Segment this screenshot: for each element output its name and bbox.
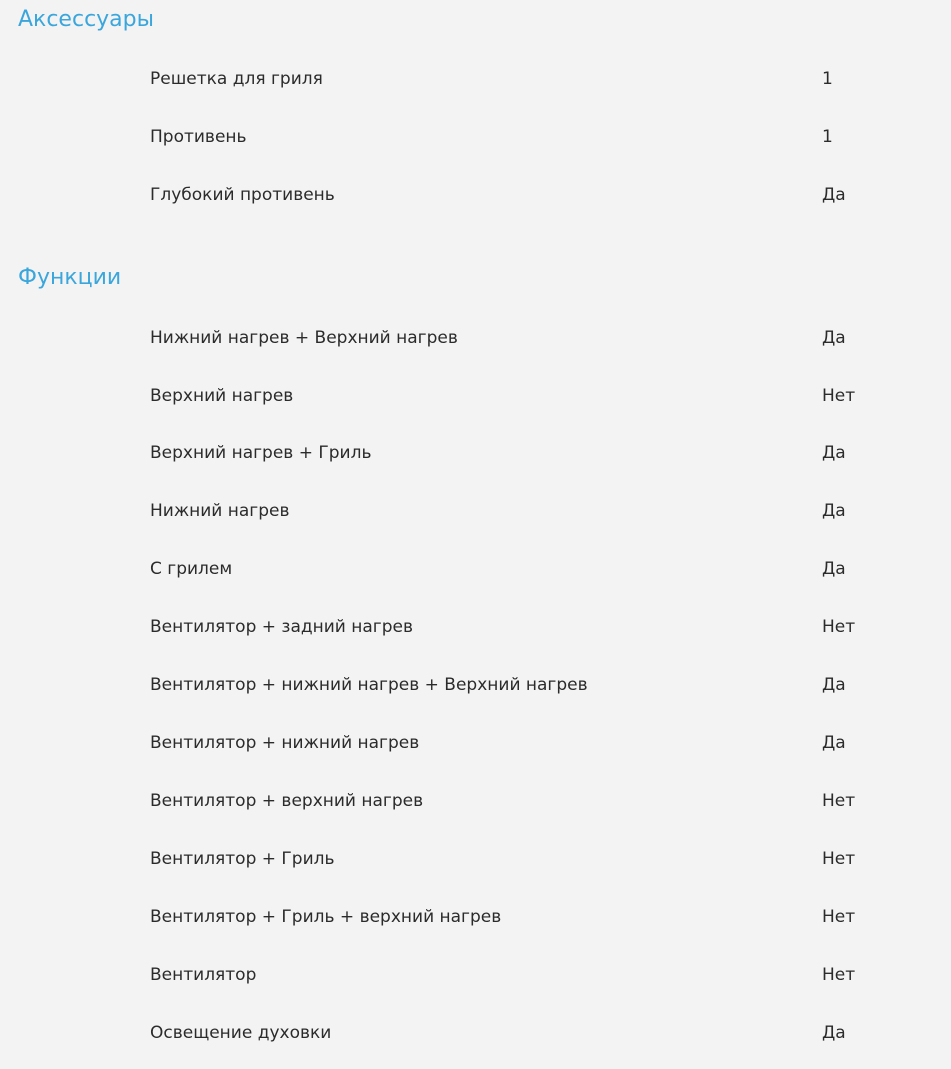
spec-value: Да bbox=[822, 328, 846, 348]
spec-value: Нет bbox=[822, 386, 856, 406]
spec-value: 1 bbox=[822, 69, 833, 89]
spec-label: Вентилятор + верхний нагрев bbox=[150, 791, 424, 811]
spec-value: Да bbox=[822, 185, 846, 205]
spec-row bbox=[0, 909, 951, 939]
spec-row bbox=[0, 619, 951, 649]
spec-row bbox=[0, 129, 951, 159]
spec-label: Вентилятор + задний нагрев bbox=[150, 617, 413, 637]
spec-value: Нет bbox=[822, 849, 856, 869]
spec-row bbox=[0, 71, 951, 101]
spec-row bbox=[0, 330, 951, 360]
spec-value: Да bbox=[822, 559, 846, 579]
spec-row bbox=[0, 445, 951, 475]
spec-value: Да bbox=[822, 443, 846, 463]
spec-label: Верхний нагрев bbox=[150, 386, 294, 406]
spec-row bbox=[0, 1025, 951, 1055]
spec-row bbox=[0, 388, 951, 418]
spec-row bbox=[0, 677, 951, 707]
spec-label: Вентилятор + нижний нагрев bbox=[150, 733, 420, 753]
spec-label: Глубокий противень bbox=[150, 185, 335, 205]
spec-row bbox=[0, 503, 951, 533]
spec-row bbox=[0, 735, 951, 765]
spec-label: Решетка для гриля bbox=[150, 69, 323, 89]
spec-value: Да bbox=[822, 675, 846, 695]
spec-label: Верхний нагрев + Гриль bbox=[150, 443, 372, 463]
spec-label: Вентилятор bbox=[150, 965, 257, 985]
functions-title: Функции bbox=[18, 265, 122, 290]
spec-value: Нет bbox=[822, 791, 856, 811]
spec-label: Вентилятор + Гриль + верхний нагрев bbox=[150, 907, 502, 927]
spec-label: Освещение духовки bbox=[150, 1023, 332, 1043]
spec-value: 1 bbox=[822, 127, 833, 147]
spec-value: Нет bbox=[822, 617, 856, 637]
spec-value: Да bbox=[822, 1023, 846, 1043]
spec-row bbox=[0, 851, 951, 881]
spec-label: Вентилятор + нижний нагрев + Верхний нагрев bbox=[150, 675, 588, 695]
spec-row bbox=[0, 967, 951, 997]
spec-row bbox=[0, 561, 951, 591]
spec-label: Нижний нагрев bbox=[150, 501, 290, 521]
spec-value: Да bbox=[822, 733, 846, 753]
accessories-title: Аксессуары bbox=[18, 7, 154, 32]
spec-label: С грилем bbox=[150, 559, 233, 579]
spec-value: Да bbox=[822, 501, 846, 521]
spec-label: Противень bbox=[150, 127, 247, 147]
spec-row bbox=[0, 793, 951, 823]
spec-value: Нет bbox=[822, 907, 856, 927]
spec-label: Вентилятор + Гриль bbox=[150, 849, 335, 869]
spec-label: Нижний нагрев + Верхний нагрев bbox=[150, 328, 458, 348]
spec-row bbox=[0, 187, 951, 217]
spec-value: Нет bbox=[822, 965, 856, 985]
